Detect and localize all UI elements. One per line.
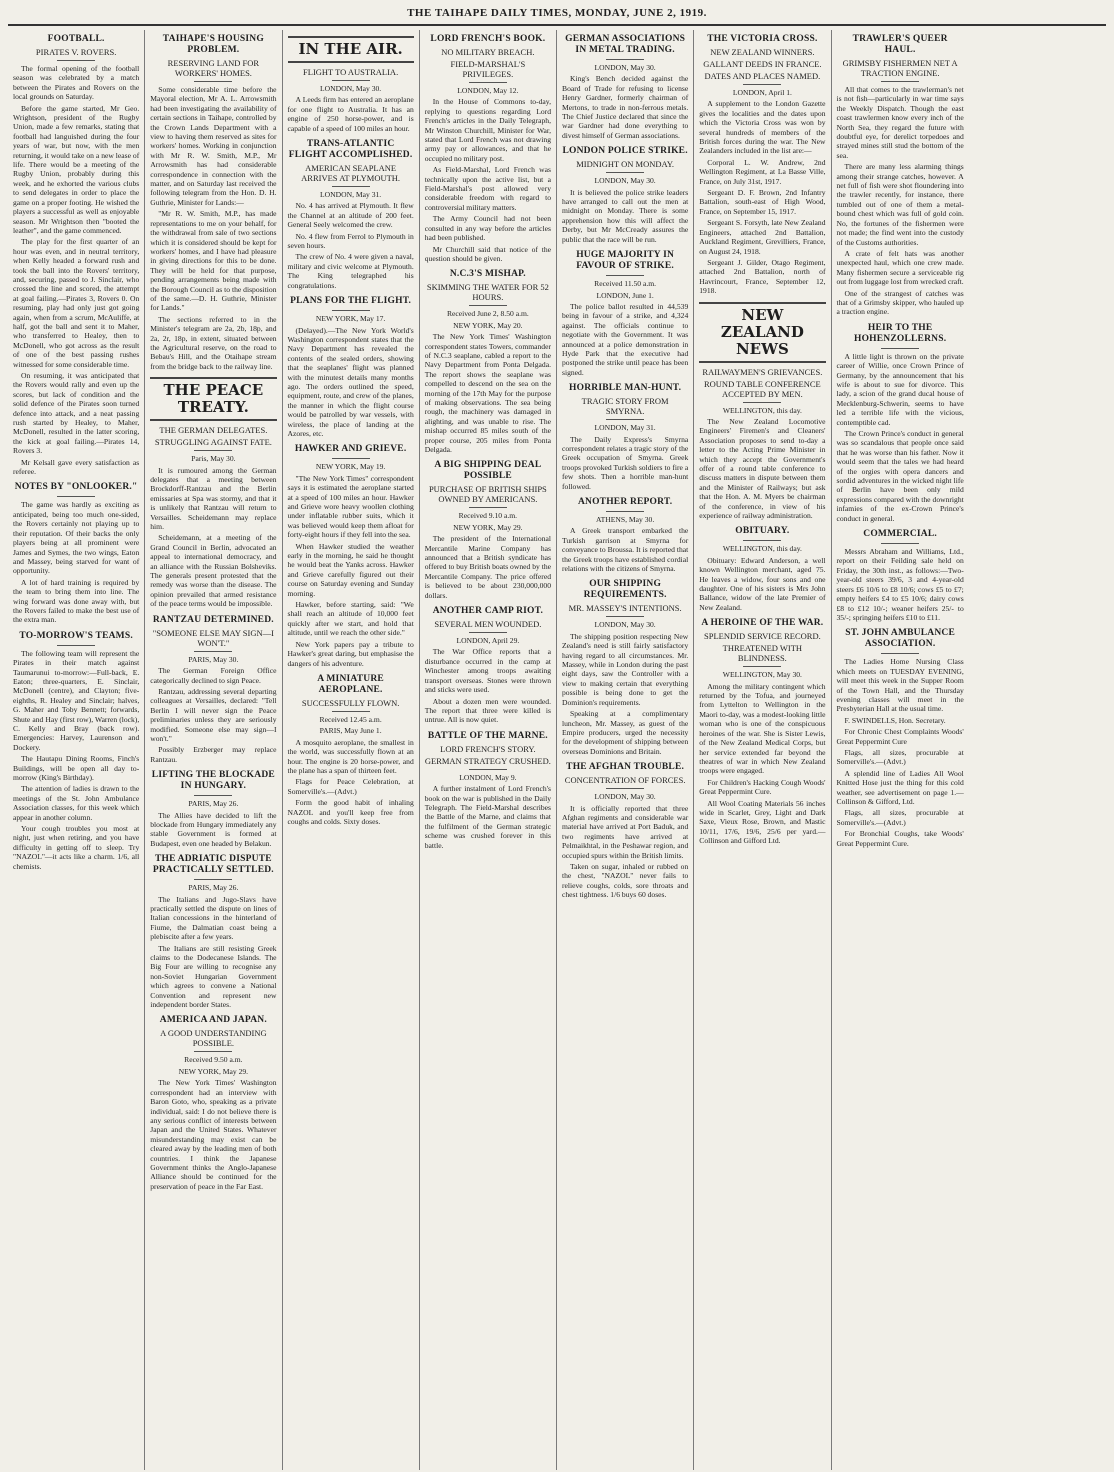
- divider: [606, 419, 644, 420]
- article-paragraph: In the House of Commons to-day, replying to questions regarding Lord French's articles in the Daily Telegraph, Mr Winston Churchill, Minister for War, stated that Lord French was not drawing army pay or allowances, and that he occupied no military post.: [424, 97, 551, 163]
- article-subheading: THE GERMAN DELEGATES.: [159, 425, 268, 436]
- dateline: Paris, May 30.: [191, 454, 236, 464]
- dateline: LONDON, April 29.: [456, 636, 520, 646]
- divider: [194, 651, 232, 652]
- article-subheading: NO MILITARY BREACH.: [441, 47, 535, 57]
- article: [150, 770, 276, 848]
- dateline: LONDON, May 9.: [459, 772, 517, 782]
- article-heading: GERMAN ASSOCIATIONS IN METAL TRADING.: [565, 34, 686, 55]
- article-subheading: FIELD-MARSHAL'S PRIVILEGES.: [450, 59, 526, 79]
- article-heading: HEIR TO THE HOHENZOLLERNS.: [853, 322, 947, 344]
- divider: [194, 1051, 232, 1052]
- article-subheading: STRUGGLING AGAINST FATE.: [154, 437, 272, 448]
- article-paragraph: A little light is thrown on the private career of Willie, once Crown Prince of Germany, by the announcement that his wife is about to sue for divorce. This lady, a scion of the grand ducal house of Mecklenburg-Schwerin, seems to have led a terrible life with the vicious, contemptible cad.: [836, 351, 964, 427]
- article-paragraph: The police ballot resulted in 44,539 being in favour of a strike, and 4,324 against. The officials continue to negotiate with the Government. It was announced at a police demonstration in Hyde Park that the executive had postponed the strike until peace has been signed.: [562, 301, 689, 377]
- columns: [8, 30, 1106, 1470]
- article-paragraph: Rantzau, addressing several departing colleagues at Versailles, declared: "Tell Berlin I will never sign the Peace preliminaries unless they are seriously modified. Someone else may sign—I won't.": [150, 686, 277, 743]
- article-heading: ANOTHER CAMP RIOT.: [432, 606, 544, 617]
- article-paragraph: A mosquito aeroplane, the smallest in the world, was successfully flown at an hour. The engine is 20 horse-power, and the plane has a span of thirteen feet.: [287, 737, 414, 775]
- article: [425, 460, 551, 600]
- article-paragraph: Flags, all sizes, procurable at Somerville's.—(Advt.): [836, 747, 964, 767]
- article: [288, 674, 414, 826]
- article-subheading: PURCHASE OF BRITISH SHIPS OWNED BY AMERICANS.: [428, 484, 547, 505]
- dateline: Received June 2, 8.50 a.m.: [446, 309, 529, 319]
- dateline: WELLINGTON, this day.: [722, 405, 802, 415]
- article-paragraph: The New York Times' Washington correspondent states Towers, commander of N.C.3 seaplane, cabled a report to the Navy Department from Ponta Delgada. The report shows the seaplane was compelled to descend on the sea on the morning of the 17th May for the purpose of making observations. The sea being rough, the machinery was damaged in alighting, and was unable to rise. The mishap occurred 85 miles south of the proper course, 205 miles from Ponta Delgada.: [424, 332, 551, 454]
- divider: [469, 305, 507, 306]
- article-paragraph: The Daily Express's Smyrna correspondent relates a tragic story of the Greek occupation of Smyrna. Greek troops provoked Turkish soldiers to fire a few shots. Then a horrible man-hunt followed.: [562, 434, 689, 491]
- article-paragraph: It is believed the police strike leaders have arranged to call out the men at midnight on Monday. There is some apprehension how this will affect the Derby, but Mr McCready assures the public that the race will be run.: [562, 187, 689, 244]
- masthead: THE TAIHAPE DAILY TIMES, MONDAY, JUNE 2, 1919.: [8, 6, 1106, 26]
- article-heading: RANTZAU DETERMINED.: [152, 614, 274, 625]
- divider: [469, 507, 507, 508]
- article: [837, 323, 964, 523]
- divider: [743, 540, 781, 541]
- dateline: PARIS, May 30.: [188, 654, 239, 664]
- article: [150, 377, 276, 609]
- article-heading: LORD FRENCH'S BOOK.: [430, 34, 546, 44]
- dateline: NEW YORK, May 19.: [315, 462, 386, 472]
- divider: [881, 653, 919, 654]
- article-heading: OUR SHIPPING REQUIREMENTS.: [583, 579, 667, 601]
- article-subheading: MR. MASSEY'S INTENTIONS.: [568, 603, 682, 614]
- article-subheading: MIDNIGHT ON MONDAY.: [576, 159, 675, 170]
- article-heading: AMERICA AND JAPAN.: [159, 1015, 267, 1026]
- article-paragraph: The following team will represent the Pirates in their match against Taumarunui to-morrow:—Full-back, E. Eaton; three-quarters, E. Sinclair, McDonell (centre), and Clayton; five-eighths, R. Healey and Sinclair; halves, G. Maher and Toby Bennett; forwards, Shute and Hay (first row), Warren (lock), C. Kelly and Bray (back row). Emergencies: Harvey, Laurenson and Dockery.: [13, 648, 140, 752]
- article-paragraph: Sergeant J. Gilder, Otago Regiment, attached 2nd Battalion, north of Havrincourt, France, September 12, 1918.: [699, 257, 826, 296]
- article-paragraph: A Leeds firm has entered an aeroplane for one flight to Australia. It has an engine of 250 horse-power, and is capable of a speed of 100 miles an hour.: [287, 95, 414, 133]
- article-paragraph: (Delayed).—The New York World's Washington correspondent states that the Navy Department has revealed the contents of the sealed orders, showing that the seaplanes' flight was planned with the minutest details many months ago. The orders outlined the speed, equipment, route, and crew of the planes, the manner in which the flight course would be patrolled by war vessels, with wireless, the place of landing at the Azores, etc.: [287, 325, 414, 438]
- divider: [743, 666, 781, 667]
- article-heading: ANOTHER REPORT.: [577, 497, 673, 507]
- article-paragraph: The Crown Prince's conduct in general was so scandalous that people once said that he was worse than his father. Now it would seem that the tales we had heard of the orgies with opera dancers and sordid adventures in the wicked night life of Berlin have been only mild expressions compared with the downright infamies of the ex-Crown Prince's conduct in general.: [836, 429, 964, 523]
- article-paragraph: The Italians and Jugo-Slavs have practically settled the dispute on lines of Italian concessions in the hinterland of Fiume, the Dalmatian coast being a plebiscite after a few years.: [150, 894, 277, 942]
- article-paragraph: No. 4 has arrived at Plymouth. It flew the Channel at an altitude of 200 feet. General Seely welcomed the crew.: [287, 201, 414, 230]
- article-subheading: RESERVING LAND FOR WORKERS' HOMES.: [167, 58, 260, 78]
- divider: [606, 275, 644, 276]
- article-heading: THE PEACE TREATY.: [150, 377, 276, 421]
- article-paragraph: The Allies have decided to lift the blockade from Hungary immediately any stable Government is formed at Budapest, even one headed by Belakun.: [150, 810, 277, 848]
- article-paragraph: Hawker, before starting, said: "We shall reach an altitude of 10,000 feet quickly after we start, and hold that altitude, until we reach the other side.": [287, 600, 414, 638]
- article-paragraph: A supplement to the London Gazette gives the localities and the dates upon which the Victoria Cross was won by several hundreds of members of the British forces during the war. The New Zealanders included in the list are:—: [699, 99, 826, 156]
- article-subheading: DATES AND PLACES NAMED.: [704, 71, 821, 81]
- article-paragraph: Obituary: Edward Anderson, a well known Wellington merchant, aged 75. He leaves a widow, four sons and one daughter. One of his sisters is Mrs John Ballance, widow of the late Premier of New Zealand.: [699, 555, 826, 612]
- article: [562, 383, 688, 491]
- article-paragraph: About a dozen men were wounded. The report that three were killed is untrue. All is now quiet.: [424, 696, 551, 725]
- dateline: LONDON, May 31.: [320, 190, 382, 200]
- column-6: [694, 30, 831, 1470]
- divider: [743, 402, 781, 403]
- article-paragraph: The Hautapu Dining Rooms, Finch's Buildings, will be open all day to-morrow (King's Birthday).: [13, 754, 140, 783]
- column-3: [283, 30, 420, 1470]
- divider: [606, 788, 644, 789]
- dateline: LONDON, May 30.: [594, 620, 656, 630]
- article: [562, 146, 688, 244]
- article-paragraph: The president of the International Mercantile Marine Company has announced that a British syndicate has offered to buy British boats owned by the Mercantile Company. The price offered is believed to be about 230,000,000 dollars.: [424, 534, 551, 600]
- article: [699, 302, 825, 521]
- article-paragraph: A Greek transport embarked the Turkish garrison at Smyrna for conveyance to Broussa. It is reported that the Greek troops have established cordial relations with the citizens of Smyrna.: [562, 526, 689, 574]
- dateline: LONDON, June 1.: [596, 290, 654, 300]
- divider: [332, 458, 370, 459]
- dateline: WELLINGTON, May 30.: [722, 670, 802, 680]
- divider: [332, 80, 370, 81]
- dateline: NEW YORK, May 29.: [453, 522, 523, 532]
- article-subheading: AMERICAN SEAPLANE ARRIVES AT PLYMOUTH.: [301, 163, 401, 184]
- article-subheading: GALLANT DEEDS IN FRANCE.: [703, 59, 822, 69]
- article-paragraph: Mr Kelsall gave every satisfaction as referee.: [13, 457, 140, 477]
- article: [562, 579, 688, 756]
- column-7: [832, 30, 969, 1470]
- article-paragraph: On resuming, it was anticipated that the Rovers would rally and even up the scores, but lack of condition and the solid defence of the Pirates soon turned defence into attack, and a neat passing rush started by Healey, to Maher, McDonell, resulted in the latter scoring, the kick at goal failing.—Pirates 14, Rovers 3.: [13, 371, 140, 456]
- dateline: LONDON, May 30.: [320, 84, 382, 93]
- column-4: [420, 30, 557, 1470]
- article-paragraph: The Ladies Home Nursing Class which meets on TUESDAY EVENING, will meet this week in the Supper Room of the Town Hall, and the Thursday evening classes will meet in the Presbyterian Hall at the usual time.: [836, 657, 964, 714]
- divider: [469, 82, 507, 83]
- article-paragraph: Corporal L. W. Andrew, 2nd Wellington Regiment, at La Basse Ville, France, on July 31st, 1917.: [699, 157, 826, 186]
- article-subheading: ROUND TABLE CONFERENCE ACCEPTED BY MEN.: [703, 378, 821, 399]
- article-paragraph: "The New York Times" correspondent says it is estimated the aeroplane started at a speed of 100 miles an hour. Hawker and Grieve wore heavy woollen clothing under inflatable rubber suits, which it was believed would keep them afloat for forty-eight hours if they fell into the sea.: [287, 473, 414, 540]
- article-heading: A HEROINE OF THE WAR.: [701, 618, 824, 629]
- article-paragraph: Possibly Erzberger may replace Rantzau.: [150, 745, 277, 764]
- dateline: Received 11.50 a.m.: [594, 279, 657, 289]
- article-paragraph: A further instalment of Lord French's book on the war is published in the Daily Telegraph. The Field-Marshal describes the Battle of the Marne, and claims that the fulfilment of the German strategic scheme was crushed forever in this battle.: [424, 784, 551, 850]
- article: [425, 606, 551, 725]
- article: [425, 731, 551, 850]
- article: [425, 34, 551, 263]
- article: [13, 631, 139, 871]
- article-paragraph: As Field-Marshal, Lord French was technically upon the active list, but a Field-Marshal's post allowed very considerable freedom with regard to controversial military matters.: [424, 165, 551, 212]
- divider: [606, 511, 644, 512]
- article: [837, 628, 964, 848]
- article-paragraph: The New Zealand Locomotive Engineers' Firemen's and Cleaners' Association proposes to send to-day a letter to the Acting Prime Minister in which they accept the Government's offer of a round table conference to discuss matters in dispute between them and the Minister of Railways; but ask that the Hon. A. M. Myers be chairman of the conference, in view of his experience of railway administration.: [699, 416, 826, 520]
- article-heading: FOOTBALL.: [47, 34, 105, 44]
- article: [562, 250, 688, 377]
- divider: [57, 645, 95, 646]
- article-paragraph: The crew of No. 4 were given a naval, military and civic welcome at Plymouth. The King telegraphed his congratulations.: [287, 252, 414, 290]
- divider: [57, 496, 95, 497]
- article: [699, 34, 825, 296]
- article-subheading: TRAGIC STORY FROM SMYRNA.: [581, 396, 669, 417]
- article: [425, 269, 551, 454]
- divider: [332, 310, 370, 311]
- dateline: WELLINGTON, this day.: [722, 544, 802, 554]
- article-paragraph: It is rumoured among the German delegates that a meeting between Brockdorff-Rantzau and the Berlin emissaries at Spa was stormy, and that it is unlikely that Rantzau will return to Versailles. Scheidemann may replace him.: [150, 465, 277, 532]
- article-subheading: GERMAN STRATEGY CRUSHED.: [424, 755, 551, 766]
- article-paragraph: Form the good habit of inhaling NAZOL and you'll keep free from coughs and colds. Sixty doses.: [287, 798, 414, 826]
- article: [562, 34, 688, 140]
- divider: [57, 60, 95, 61]
- column-1: [8, 30, 145, 1470]
- divider: [606, 172, 644, 173]
- article: [288, 296, 414, 438]
- article-paragraph: For Chronic Chest Complaints Woods' Great Peppermint Cure: [836, 727, 964, 746]
- dateline: NEW YORK, May 29.: [178, 1066, 249, 1076]
- article-paragraph: F. SWINDELLS, Hon. Secretary.: [844, 715, 946, 725]
- article: [13, 34, 139, 476]
- dateline: LONDON, May 12.: [457, 86, 519, 95]
- article-paragraph: No. 4 flew from Ferrol to Plymouth in seven hours.: [287, 231, 414, 251]
- article-heading: TRANS-ATLANTIC FLIGHT ACCOMPLISHED.: [288, 139, 413, 161]
- article-heading: OBITUARY.: [735, 526, 790, 537]
- article-heading: BATTLE OF THE MARNE.: [427, 730, 548, 741]
- article-paragraph: One of the strangest of catches was that of a Grimsby skipper, who hauled up a traction engine.: [836, 288, 964, 317]
- article: [150, 34, 276, 371]
- article-subheading: SUCCESSFULLY FLOWN.: [301, 697, 400, 708]
- article-heading: THE VICTORIA CROSS.: [707, 34, 818, 44]
- article-subheading: PIRATES V. ROVERS.: [35, 47, 117, 57]
- divider: [194, 81, 232, 82]
- article: [562, 762, 688, 899]
- article: [288, 36, 414, 133]
- article-paragraph: The game was hardly as exciting as anticipated, being too much one-sided, the Rovers certainly not playing up to their reputation. Of their backs the only players being at all prominent were James and Symes, the two wings, Eaton and Massey, being starved for want of opportunity.: [13, 500, 140, 576]
- article-subheading: GRIMSBY FISHERMEN NET A TRACTION ENGINE.: [842, 58, 958, 78]
- article: [150, 854, 276, 1009]
- article-paragraph: "Mr R. W. Smith, M.P., has made representations to me on your behalf, for the withdrawal from sale of two sections which it is considered should be kept for workers' homes, and I have had pleasure in giving directions for this to be done. They will be held for that purpose, pending arrangements being made with the Borough Council as to the disposition of the same.—D. H. Guthrie, Minister for Lands.": [150, 209, 277, 313]
- dateline: Received 12.45 a.m.: [319, 714, 382, 724]
- dateline: NEW YORK, May 20.: [453, 320, 523, 330]
- article-heading: TAIHAPE'S HOUSING PROBLEM.: [162, 34, 264, 55]
- article-subheading: FLIGHT TO AUSTRALIA.: [303, 67, 399, 77]
- dateline: PARIS, May 26.: [188, 883, 239, 893]
- article-heading: IN THE AIR.: [288, 36, 414, 63]
- article: [699, 618, 825, 845]
- article-paragraph: All that comes to the trawlerman's net is not fish—particularly in war time says the Weekly Dispatch. Though the east coast trawlermen know every inch of the North Sea, they regard the future with doubtful eye, for derelict torpedoes and strayed mines still stud the bottom of the sea.: [836, 85, 964, 160]
- article-paragraph: Some considerable time before the Mayoral election, Mr A. L. Arrowsmith had been investigating the availability of certain sections in Taihape, controlled by the Crown Lands Department with a view to having them reserved as sites for workers' homes. Working in conjunction with Mr R. W. Smith, M.P., Mr Arrowsmith has had considerable correspondence in connection with the matter, and on Saturday last received the following telegram from the Hon. D. H. Guthrie, Minister for Lands:—: [150, 85, 277, 207]
- article-heading: HORRIBLE MAN-HUNT.: [569, 383, 682, 394]
- article: [150, 1015, 276, 1191]
- article-paragraph: Sergeant D. F. Brown, 2nd Infantry Battalion, south-east of High Wood, France, on September 15, 1917.: [699, 188, 826, 216]
- article-heading: A BIG SHIPPING DEAL POSSIBLE: [434, 460, 542, 482]
- column-5: [557, 30, 694, 1470]
- article-paragraph: There are many less alarming things among their strange catches, however. A net full of fish were shot floundering into the trawler recently, for instance, there tumbled out of one of them a metal-bound chest which was full of gold coin. No, the fortunes of the fishermen were not made; the find went into the custody of the Customs authorities.: [836, 162, 964, 247]
- article-heading: TO-MORROW'S TEAMS.: [19, 630, 133, 641]
- article-paragraph: Before the game started, Mr Geo. Wrightson, president of the Rugby Union, made a few remarks, stating that football had languished during the four years of war, but now, with the men returning, it would take on a new lease of life. There would be a meeting of the Rugby Union, probably during this week, and he exhorted the various clubs to send delegates in order to place the game on a proper footing. He wished the players a successful as well as enjoyable season. Mr Wrightson then "booted the leather", and the game commenced.: [13, 103, 140, 235]
- article-paragraph: New York papers pay a tribute to Hawker's great daring, but emphasise the dangers of his adventure.: [287, 639, 414, 668]
- dateline: NEW YORK, May 17.: [315, 314, 386, 324]
- article-subheading: SEVERAL MEN WOUNDED.: [434, 619, 542, 630]
- article-heading: A MINIATURE AEROPLANE.: [317, 673, 384, 695]
- article-paragraph: The German Foreign Office categorically declined to sign Peace.: [150, 666, 277, 685]
- article-paragraph: Flags, all sizes, procurable at Somerville's.—(Advt.): [836, 808, 964, 827]
- article-paragraph: It is officially reported that three Afghan regiments and considerable war material have arrived at Port Baduk, and two regiments have arrived at Pelmaikhtal, in the Peshawar region, and occupied spurs within the British limits.: [562, 803, 689, 860]
- dateline: PARIS, May 26.: [188, 799, 239, 809]
- article-paragraph: A lot of hard training is required by the team to bring them into line. The wing forward was done away with, but the Rovers failed to make the best use of the extra man.: [13, 577, 140, 625]
- article-subheading: THREATENED WITH BLINDNESS.: [722, 643, 803, 664]
- article-heading: COMMERCIAL.: [863, 529, 937, 540]
- dateline: LONDON, April 1.: [732, 88, 792, 97]
- article-heading: TRAWLER'S QUEER HAUL.: [852, 34, 948, 55]
- article-paragraph: Among the military contingent which returned by the Tofua, and journeyed from Lyttelton to Wellington in the Maori to-day, was a modest-looking little woman who is one of the conspicuous heroines of the war. She is Sister Lewis, of the New Zealand Medical Corps, but her service extended far beyond the theatres of war in which New Zealand troops were engaged.: [699, 681, 826, 776]
- article-paragraph: The formal opening of the football season was celebrated by a match between the Pirates and Rovers on the local grounds on Saturday.: [13, 64, 140, 102]
- article-heading: THE ADRIATIC DISPUTE PRACTICALLY SETTLED.: [152, 854, 274, 876]
- article-paragraph: The shipping position respecting New Zealand's need is still fairly satisfactory having regard to all circumstances. Mr. Massey, while in London during the past eight days, saw the Controller with a view to making certain that everything possible is being done to get the Dominion's requirements.: [562, 631, 689, 707]
- divider: [881, 348, 919, 349]
- article-paragraph: The Army Council had not been consulted in any way before the articles had been published.: [424, 214, 551, 243]
- article-paragraph: For Bronchial Coughs, take Woods' Great Peppermint Cure.: [836, 829, 964, 848]
- divider: [332, 711, 370, 712]
- article-paragraph: A crate of felt hats was another unexpected haul, which one crew made. Many fishermen secure a serviceable rig out from luggage lost from wrecked craft.: [836, 248, 964, 287]
- divider: [194, 879, 232, 880]
- article-paragraph: Taken on sugar, inhaled or rubbed on the chest, "NAZOL" never fails to relieve coughs, colds, sore throats and chest tightness. 1/6 buys 60 doses.: [562, 861, 689, 900]
- article-subheading: LORD FRENCH'S STORY.: [440, 743, 536, 754]
- article-paragraph: The War Office reports that a disturbance occurred in the camp at Winchester among troops awaiting transport overseas. Stones were thrown and sticks were used.: [424, 647, 551, 695]
- article-paragraph: For Children's Hacking Cough Woods' Great Peppermint Cure.: [699, 777, 826, 797]
- article-subheading: SKIMMING THE WATER FOR 52 HOURS.: [426, 282, 549, 303]
- article-heading: THE AFGHAN TROUBLE.: [566, 762, 685, 773]
- article-subheading: NEW ZEALAND WINNERS.: [710, 47, 815, 57]
- article-paragraph: Speaking at a complimentary luncheon, Mr. Massey, as guest of the Empire producers, urged the necessity for the development of shipping between overseas Dominions and Britain.: [562, 709, 689, 756]
- article-subheading: A GOOD UNDERSTANDING POSSIBLE.: [160, 1028, 267, 1049]
- article-subheading: RAILWAYMEN'S GRIEVANCES.: [702, 366, 823, 377]
- article-paragraph: The sections referred to in the Minister's telegram are 2a, 2b, 18p, and 2a, 2r, 18p, in extent, situated between the Agricultural reserve, on the road to Bebau's Hill, and the Otaihape stream from the bridge back to the railway line.: [150, 314, 277, 371]
- article: [150, 615, 276, 764]
- article: [837, 529, 964, 622]
- article-heading: HAWKER AND GRIEVE.: [294, 444, 407, 455]
- article: [837, 34, 964, 317]
- article-paragraph: Messrs Abraham and Williams, Ltd., report on their Feilding sale held on Friday, the 30th inst., as follows:—Two-year-old steers 39/6, 3 and 4-year-old steers £6 10/6 to £8 10/6; cows £5 to £7; empty heifers £4 to £5 10/6; dairy cows £8 to £12 10/-; weaner heifers 25/- to 35/-; springing heifers £10 to £11.: [836, 547, 964, 622]
- article-paragraph: King's Bench decided against the Board of Trade for refusing to license Henry Gardner, formerly chairman of Mertons, to trade in non-ferrous metals. The Chief Justice declared that since the war Gardner had done everything to divest himself of German associations.: [562, 74, 689, 140]
- article-subheading: SPLENDID SERVICE RECORD.: [704, 631, 821, 642]
- article: [13, 482, 139, 624]
- dateline: Received 9.10 a.m.: [458, 511, 518, 521]
- divider: [606, 616, 644, 617]
- article-paragraph: Sergeant S. Forsyth, late New Zealand Engineers, attached 2nd Battalion, Auckland Regiment, Grevilliers, France, on August 24, 1918.: [699, 218, 826, 256]
- article-heading: ST. JOHN AMBULANCE ASSOCIATION.: [845, 628, 956, 650]
- article-paragraph: All Wool Coating Materials 56 inches wide in Scarlet, Grey, Light and Dark Saxe, Vieux Rose, Brown, and Mastic 10/11, 17/6, 19/6, 25/6 per yard.—Collinson and Gifford Ltd.: [699, 798, 826, 846]
- article: [288, 139, 414, 290]
- column-2: [145, 30, 282, 1470]
- dateline: LONDON, May 30.: [594, 792, 656, 802]
- article-subheading: "SOMEONE ELSE MAY SIGN—I WON'T.": [152, 627, 274, 648]
- article-paragraph: Mr Churchill said that notice of the question should be given.: [424, 244, 551, 263]
- article-paragraph: Your cough troubles you most at night, just when retiring, and you have difficulty in getting off to sleep. Try "NAZOL"—it acts like a charm. 1/6, all chemists.: [13, 824, 140, 871]
- article-paragraph: When Hawker studied the weather early in the morning, he said he thought he would beat the Yanks across. Hawker and Grieve carefully figured out their course on Saturday evening and Sunday morning.: [287, 541, 414, 598]
- dateline: LONDON, May 30.: [594, 63, 656, 72]
- dateline: Received 9.50 a.m.: [184, 1055, 243, 1065]
- article-paragraph: A splendid line of Ladies All Wool Knitted Hose just the thing for this cold weather, see advertisement on page 1.—Collinson & Gifford, Ltd.: [836, 768, 964, 806]
- article-heading: NOTES BY "ONLOOKER.": [14, 482, 138, 493]
- dateline: ATHENS, May 30.: [596, 515, 655, 524]
- divider: [332, 186, 370, 187]
- article: [699, 526, 825, 612]
- article-paragraph: The play for the first quarter of an hour was even, and in neutral territory, when Kelly headed a forward rush and took the ball into the Rovers' territory, and, securing, passed to J. Sinclair, who crossed the line and scored, the attempt at goal failing.—Pirates 3, Rovers 0. On resuming, play had only just got going again, when from a scrum, McAuliffe, at half, got the ball and sent it to Maher, who transferred to Healey, then to McDonell, who got across as the result of one of the best passing rushes witnessed for some considerable time.: [13, 237, 140, 369]
- divider: [194, 795, 232, 796]
- article-paragraph: Scheidemann, at a meeting of the Grand Council in Berlin, advocated an appeal to international democracy, and an alliance with the Russian Bolsheviks. The generals present protested that the remedy was worse than the disease. The opinion prevailed that armed resistance of the peace terms would be impossible.: [150, 533, 277, 609]
- article-heading: HUGE MAJORITY IN FAVOUR OF STRIKE.: [576, 250, 675, 272]
- article-heading: N.C.3'S MISHAP.: [449, 269, 526, 280]
- article-heading: NEW ZEALAND NEWS: [699, 302, 825, 363]
- divider: [881, 81, 919, 82]
- dateline: PARIS, May June 1.: [319, 726, 382, 736]
- dateline: LONDON, May 31.: [594, 423, 656, 433]
- article-subheading: CONCENTRATION OF FORCES.: [564, 775, 686, 786]
- article-paragraph: The New York Times' Washington correspondent had an interview with Baron Goto, who, speaking as a private individual, said: I do not believe there is any serious conflict of interests between Japan and the United States. Whatever misunderstanding may exist can be cleared away by the leading men of both countries. I think the Japanese Government thinks the Anglo-Japanese Alliance should be continued for the preservation of peace in the Far East.: [150, 1078, 277, 1191]
- article-heading: LONDON POLICE STRIKE.: [562, 146, 688, 157]
- divider: [881, 543, 919, 544]
- article-heading: PLANS FOR THE FLIGHT.: [290, 296, 412, 307]
- article-heading: LIFTING THE BLOCKADE IN HUNGARY.: [151, 770, 275, 792]
- article: [562, 497, 688, 573]
- divider: [469, 769, 507, 770]
- article-paragraph: Flags for Peace Celebration, at Somerville's.—(Advt.): [287, 777, 414, 796]
- divider: [606, 59, 644, 60]
- divider: [194, 450, 232, 451]
- divider: [469, 632, 507, 633]
- article-paragraph: The Italians are still resisting Greek claims to the Dodecanese Islands. The Big Four are willing to recognise any non-Soviet Hungarian Government which agrees to convene a National Convention and represent new independent border States.: [150, 943, 277, 1010]
- divider: [743, 84, 781, 85]
- dateline: LONDON, May 30.: [594, 176, 656, 186]
- article-paragraph: The attention of ladies is drawn to the meetings of the St. John Ambulance Association classes, for this week which appear in another column.: [13, 784, 140, 822]
- article: [288, 444, 414, 668]
